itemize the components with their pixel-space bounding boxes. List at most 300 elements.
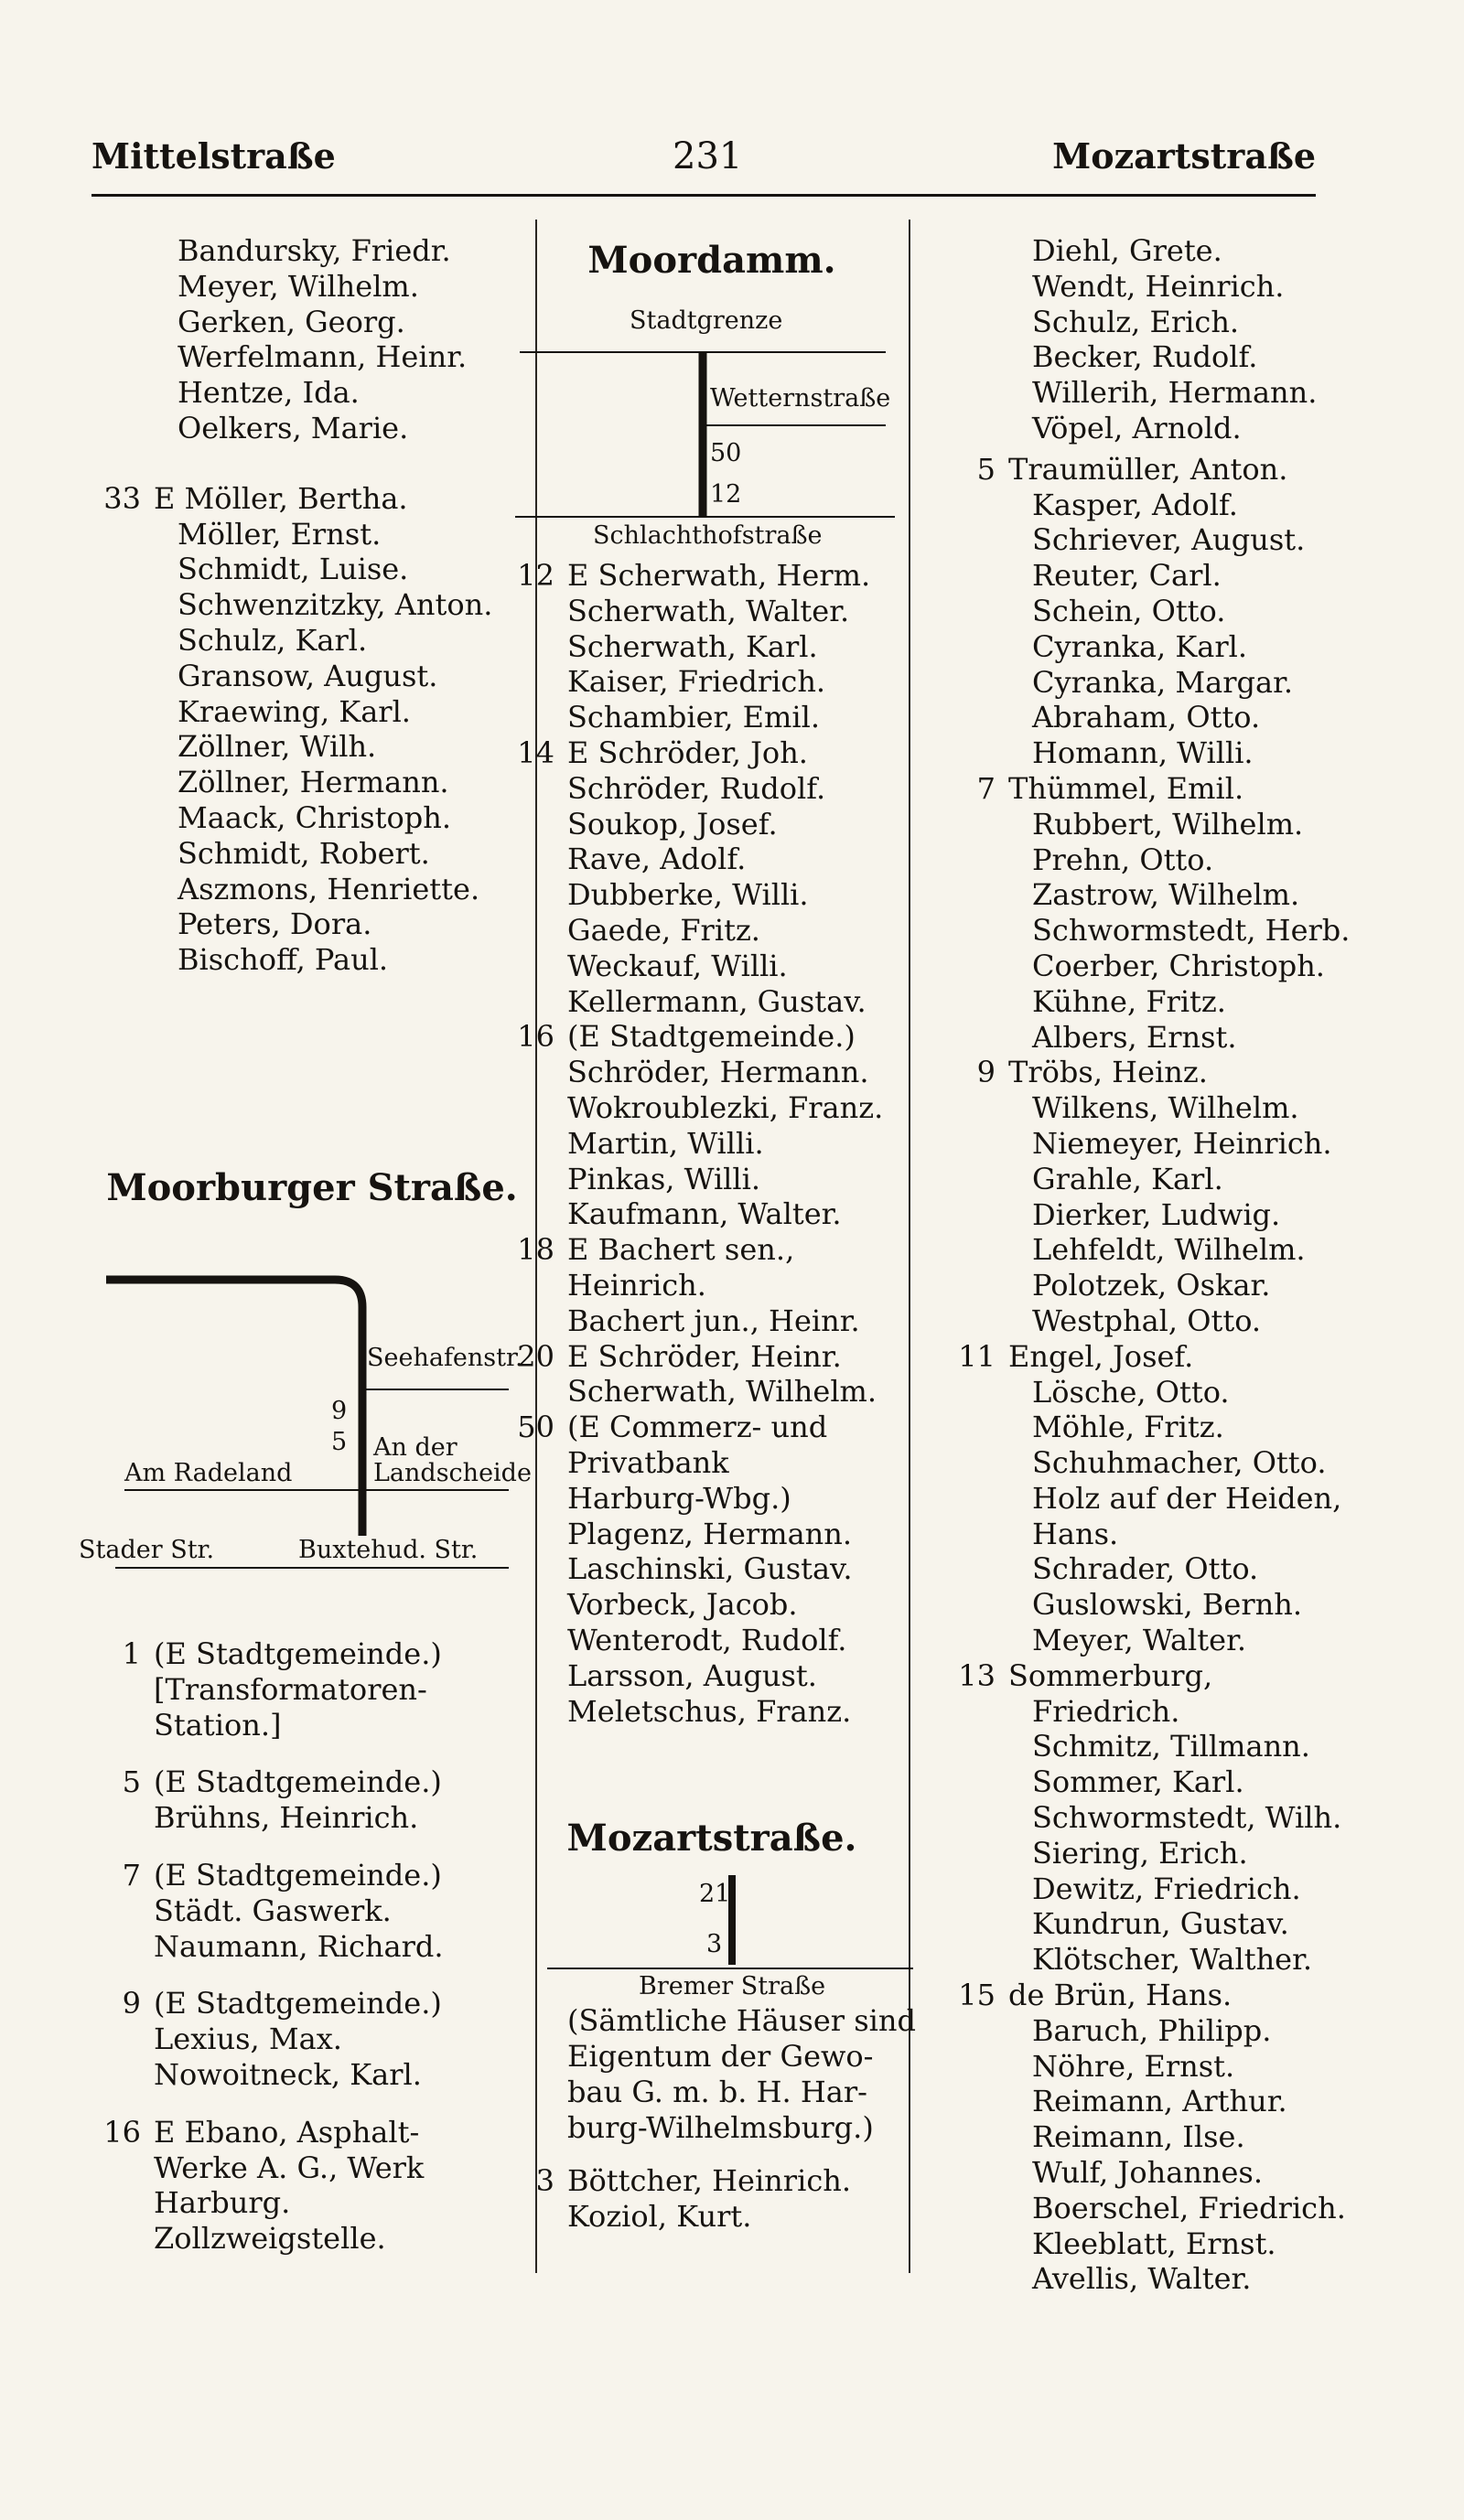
- entry-line: [88, 1858, 536, 1893]
- house-number: [501, 2039, 567, 2075]
- resident-entry: Bischoff, Paul.: [178, 942, 389, 978]
- entry-line: [501, 1268, 922, 1303]
- diagram-label: Seehafenstr.: [367, 1343, 523, 1372]
- resident-entry: Werke A. G., Werk: [154, 2150, 425, 2185]
- house-number: [942, 2084, 1008, 2119]
- house-number: [942, 949, 1008, 984]
- entry-line: [501, 558, 922, 594]
- entry-line: [88, 2057, 536, 2093]
- entry-line: [88, 1708, 536, 1743]
- resident-entry: Scherwath, Wilhelm.: [567, 1374, 877, 1410]
- resident-entry: Meyer, Wilhelm.: [178, 268, 419, 304]
- entry-line: [501, 1303, 922, 1339]
- entry-line: [501, 2199, 922, 2235]
- house-number: [501, 2199, 567, 2235]
- house-list: [501, 558, 922, 1729]
- house-number: [942, 1162, 1008, 1197]
- house-list: [501, 2163, 922, 2235]
- house-number: [942, 1517, 1008, 1552]
- street-diagram: [501, 288, 922, 549]
- entry-line: [942, 2119, 1372, 2155]
- resident-entry: Boerschel, Friedrich.: [1032, 2190, 1346, 2225]
- resident-entry: Gaede, Fritz.: [567, 912, 760, 948]
- resident-entry: Kellermann, Gustav.: [567, 983, 867, 1019]
- resident-entry: Privatbank: [567, 1444, 729, 1480]
- diagram-house-number: 12: [710, 480, 742, 509]
- house-number: 7: [122, 1857, 141, 1893]
- entry-line: [88, 694, 536, 730]
- house-number: [501, 594, 567, 629]
- resident-entry: Schambier, Emil.: [567, 700, 820, 735]
- entry-line: [88, 1672, 536, 1708]
- resident-entry: Reuter, Carl.: [1032, 558, 1222, 594]
- house-number: 50: [517, 1410, 554, 1445]
- entry-line: [501, 1658, 922, 1694]
- entry-line: [942, 1197, 1372, 1233]
- house-number: [942, 2013, 1008, 2049]
- house-number: [942, 1268, 1008, 1303]
- resident-entry: Bandursky, Friedr.: [178, 233, 451, 268]
- house-number: [501, 1551, 567, 1587]
- diagram-label: Stadtgrenze: [630, 306, 783, 335]
- resident-entry: Cyranka, Karl.: [1032, 628, 1248, 664]
- entry-line: [88, 942, 536, 978]
- resident-entry: Schulz, Erich.: [1032, 304, 1240, 339]
- house-number: [942, 1906, 1008, 1942]
- house-number: [501, 984, 567, 1020]
- resident-entry: burg-Wilhelmsburg.): [567, 2109, 874, 2145]
- house-number: [942, 1623, 1008, 1658]
- entry-line: [88, 552, 536, 587]
- resident-entry: Westphal, Otto.: [1032, 1303, 1262, 1338]
- resident-entry: Kleeblatt, Ernst.: [1032, 2225, 1276, 2261]
- house-number: [88, 1893, 154, 1929]
- entry-line: [942, 2155, 1372, 2191]
- house-number: [501, 1303, 567, 1339]
- entry-line: [942, 1303, 1372, 1339]
- resident-entry: Larsson, August.: [567, 1657, 817, 1693]
- entry-line: [942, 1126, 1372, 1162]
- entry-line: [501, 1623, 922, 1658]
- entry-line: [501, 1694, 922, 1730]
- house-number: [942, 1871, 1008, 1907]
- house-number: [501, 1090, 567, 1126]
- entry-line: [88, 411, 536, 446]
- entry-line: [942, 1445, 1372, 1481]
- resident-entry: Schulz, Karl.: [178, 622, 368, 658]
- diagram-house-number: 9: [331, 1396, 348, 1425]
- house-number: [501, 2110, 567, 2146]
- column-1: [79, 233, 536, 2279]
- house-number: [942, 2119, 1008, 2155]
- resident-entry: (Sämtliche Häuser sind: [567, 2003, 916, 2039]
- entry-line: [942, 700, 1372, 735]
- resident-entry: Willerih, Hermann.: [1032, 375, 1318, 411]
- resident-entry: Abraham, Otto.: [1032, 700, 1261, 735]
- entry-line: [942, 629, 1372, 665]
- ownership-note: [501, 2003, 922, 2145]
- house-number: [942, 1551, 1008, 1587]
- house-number: [501, 1374, 567, 1410]
- house-number: [942, 1232, 1008, 1268]
- entry-line: [88, 305, 536, 340]
- resident-entry: Engel, Josef.: [1008, 1338, 1194, 1374]
- resident-entry: Kaiser, Friedrich.: [567, 664, 826, 700]
- house-number: [88, 233, 154, 269]
- entry-line: [501, 949, 922, 984]
- column-2: [501, 233, 922, 2235]
- entry-line: [501, 594, 922, 629]
- house-number: [942, 807, 1008, 842]
- entry-line: [942, 2226, 1372, 2262]
- diagram-label: An der: [373, 1432, 458, 1462]
- entry-line: [88, 2021, 536, 2057]
- house-number: 16: [517, 1019, 554, 1055]
- resident-entry: (E Commerz- und: [567, 1410, 828, 1445]
- resident-entry: Koziol, Kurt.: [567, 2199, 752, 2235]
- entry-line: [88, 765, 536, 800]
- resident-entry: Gransow, August.: [178, 658, 438, 693]
- house-number: 9: [976, 1055, 996, 1090]
- resident-entry: Kraewing, Karl.: [178, 693, 411, 729]
- entry-line: [501, 700, 922, 735]
- entry-line: [942, 1517, 1372, 1552]
- house-number: [942, 339, 1008, 375]
- resident-entry: Lehfeldt, Wilhelm.: [1032, 1232, 1306, 1268]
- entry-line: [88, 2221, 536, 2257]
- entry-line: [942, 522, 1372, 558]
- resident-entry: Polotzek, Oskar.: [1032, 1268, 1271, 1303]
- entry-line: [942, 1162, 1372, 1197]
- entry-line: [942, 735, 1372, 771]
- entry-line: [88, 233, 536, 269]
- resident-entry: Friedrich.: [1032, 1693, 1180, 1729]
- entry-line: [501, 2039, 922, 2075]
- resident-entry: Pinkas, Willi.: [567, 1161, 761, 1196]
- entry-line: [501, 984, 922, 1020]
- resident-entry: Böttcher, Heinrich.: [567, 2163, 852, 2199]
- house-number: 1: [122, 1635, 141, 1671]
- resident-entry: (E Stadtgemeinde.): [567, 1019, 856, 1055]
- house-number: [942, 735, 1008, 771]
- resident-entry: Guslowski, Bernh.: [1032, 1587, 1303, 1623]
- resident-entry: Dewitz, Friedrich.: [1032, 1871, 1301, 1906]
- continued-entries: [88, 233, 536, 446]
- house-number: [501, 913, 567, 949]
- entry-line: [501, 1374, 922, 1410]
- entry-line: [501, 629, 922, 665]
- house-number: [88, 552, 154, 587]
- entry-line: [501, 807, 922, 842]
- entry-line: [88, 729, 536, 765]
- house-number: [88, 587, 154, 623]
- entry-line: [88, 1764, 536, 1800]
- resident-entry: Scherwath, Walter.: [567, 593, 850, 628]
- street-heading: Mozartstraße.: [566, 1817, 857, 1861]
- house-number: 15: [958, 1978, 996, 2013]
- resident-entry: Martin, Willi.: [567, 1125, 764, 1161]
- resident-entry: Sommerburg,: [1008, 1657, 1213, 1693]
- entry-line: [501, 2110, 922, 2146]
- entry-line: [942, 877, 1372, 913]
- resident-entry: Heinrich.: [567, 1267, 706, 1303]
- entry-line: [942, 452, 1372, 488]
- resident-entry: Hentze, Ida.: [178, 375, 360, 411]
- entry-line: [88, 659, 536, 694]
- resident-entry: Schröder, Hermann.: [567, 1055, 869, 1090]
- entry-line: [942, 594, 1372, 629]
- resident-entry: Grahle, Karl.: [1032, 1161, 1223, 1196]
- resident-entry: Plagenz, Hermann.: [567, 1516, 853, 1551]
- diagram-house-number: 3: [706, 1930, 723, 1959]
- entry-line: [88, 517, 536, 552]
- entry-line: [88, 1800, 536, 1836]
- resident-entry: Tröbs, Heinz.: [1008, 1055, 1208, 1090]
- resident-entry: Albers, Ernst.: [1032, 1019, 1237, 1055]
- diagram-label: Buxtehud. Str.: [298, 1535, 479, 1564]
- resident-entry: E Bachert sen.,: [567, 1232, 795, 1268]
- entry-line: [501, 1445, 922, 1481]
- entry-line: [501, 1019, 922, 1055]
- house-number: 13: [958, 1657, 996, 1693]
- entry-line: [88, 375, 536, 411]
- entry-line: [942, 375, 1372, 411]
- resident-entry: Harburg-Wbg.): [567, 1480, 791, 1516]
- house-number: [942, 375, 1008, 411]
- entry-line: [942, 1871, 1372, 1907]
- resident-entry: Brühns, Heinrich.: [154, 1800, 419, 1836]
- resident-entry: Schmidt, Robert.: [178, 835, 430, 871]
- house-number: [501, 1162, 567, 1197]
- resident-entry: Möller, Ernst.: [178, 516, 382, 552]
- resident-entry: Niemeyer, Heinrich.: [1032, 1125, 1332, 1161]
- entry-line: [942, 1587, 1372, 1623]
- entry-line: [88, 836, 536, 872]
- house-list: [942, 446, 1372, 2297]
- house-number: [501, 700, 567, 735]
- house-number: [942, 558, 1008, 594]
- house-number: [942, 877, 1008, 913]
- house-number: [88, 836, 154, 872]
- entry-line: [501, 2163, 922, 2199]
- resident-entry: Werfelmann, Heinr.: [178, 339, 468, 375]
- house-number: [942, 1587, 1008, 1623]
- entry-line: [88, 587, 536, 623]
- entry-line: [942, 488, 1372, 523]
- resident-entry: Baruch, Philipp.: [1032, 2012, 1272, 2048]
- resident-entry: Vorbeck, Jacob.: [567, 1587, 798, 1623]
- resident-entry: Thümmel, Emil.: [1008, 770, 1244, 806]
- house-number: [942, 1375, 1008, 1410]
- house-number: [501, 2003, 567, 2039]
- house-number: 18: [517, 1232, 554, 1268]
- entry-line: [942, 269, 1372, 305]
- house-number: [942, 1126, 1008, 1162]
- entry-line: [942, 1375, 1372, 1410]
- house-number: [88, 1800, 154, 1836]
- entry-line: [501, 1410, 922, 1445]
- house-number: [88, 2021, 154, 2057]
- resident-entry: Rave, Adolf.: [567, 842, 747, 877]
- street-diagram: [501, 1866, 922, 2003]
- house-number: [88, 411, 154, 446]
- house-block: [88, 481, 536, 978]
- house-number: [942, 984, 1008, 1020]
- house-number: [942, 665, 1008, 701]
- entry-line: [501, 664, 922, 700]
- house-number: [88, 2150, 154, 2186]
- house-number: [942, 594, 1008, 629]
- resident-entry: Avellis, Walter.: [1032, 2261, 1252, 2297]
- diagram-label: Schlachthofstraße: [593, 521, 823, 550]
- resident-entry: Klötscher, Walther.: [1032, 1942, 1313, 1978]
- resident-entry: Station.]: [154, 1707, 282, 1743]
- resident-entry: Zastrow, Wilhelm.: [1032, 877, 1300, 913]
- resident-entry: Schwenzitzky, Anton.: [178, 587, 493, 623]
- entry-line: [942, 1551, 1372, 1587]
- house-number: 16: [103, 2114, 141, 2150]
- house-number: [501, 1055, 567, 1090]
- continued-entries: [942, 233, 1372, 446]
- entry-line: [88, 2150, 536, 2186]
- resident-entry: Kasper, Adolf.: [1032, 487, 1238, 522]
- house-number: [88, 2057, 154, 2093]
- resident-entry: E Schröder, Heinr.: [567, 1338, 842, 1374]
- resident-entry: Sommer, Karl.: [1032, 1764, 1244, 1800]
- resident-entry: Schröder, Rudolf.: [567, 770, 826, 806]
- entry-line: [88, 623, 536, 659]
- house-number: [88, 872, 154, 907]
- entry-line: [942, 949, 1372, 984]
- house-number: [501, 1481, 567, 1517]
- resident-entry: Hans.: [1032, 1516, 1119, 1551]
- resident-entry: Wendt, Heinrich.: [1032, 268, 1285, 304]
- house-number: [942, 1729, 1008, 1764]
- resident-entry: E Scherwath, Herm.: [567, 558, 871, 593]
- entry-line: [942, 305, 1372, 340]
- house-number: 9: [122, 1986, 141, 2021]
- resident-entry: Nowoitneck, Karl.: [154, 2056, 422, 2092]
- entry-line: [88, 1929, 536, 1965]
- resident-entry: Vöpel, Arnold.: [1032, 410, 1242, 445]
- entry-line: [88, 1986, 536, 2021]
- house-number: [942, 2191, 1008, 2226]
- entry-line: [501, 1090, 922, 1126]
- resident-entry: Reimann, Arthur.: [1032, 2084, 1287, 2119]
- resident-entry: Rubbert, Wilhelm.: [1032, 806, 1304, 842]
- house-number: [501, 1623, 567, 1658]
- house-number: [942, 2226, 1008, 2262]
- house-number: [942, 913, 1008, 949]
- resident-entry: Kundrun, Gustav.: [1032, 1906, 1289, 1942]
- house-number: [942, 2155, 1008, 2191]
- house-number: [88, 1929, 154, 1965]
- entry-line: [501, 1055, 922, 1090]
- resident-entry: E Ebano, Asphalt-: [154, 2114, 420, 2150]
- house-number: [942, 1303, 1008, 1339]
- house-number: [501, 807, 567, 842]
- entry-line: [501, 1517, 922, 1552]
- entry-line: [501, 1162, 922, 1197]
- entry-line: [501, 1551, 922, 1587]
- entry-line: [88, 339, 536, 375]
- house-number: [942, 1764, 1008, 1800]
- resident-entry: Weckauf, Willi.: [567, 948, 788, 983]
- entry-line: [942, 984, 1372, 1020]
- house-number: [942, 1800, 1008, 1836]
- entry-line: [88, 2115, 536, 2150]
- resident-entry: Oelkers, Marie.: [178, 410, 409, 445]
- resident-entry: Zollzweigstelle.: [154, 2221, 386, 2257]
- entry-line: [942, 2049, 1372, 2085]
- house-number: [942, 1481, 1008, 1517]
- entry-line: [88, 872, 536, 907]
- house-number: [88, 339, 154, 375]
- house-number: [942, 842, 1008, 878]
- entry-line: [942, 1339, 1372, 1375]
- resident-entry: Meletschus, Franz.: [567, 1693, 852, 1729]
- resident-entry: Kühne, Fritz.: [1032, 983, 1226, 1019]
- column-3: [942, 233, 1372, 2297]
- street-heading: Moorburger Straße.: [106, 1165, 518, 1209]
- house-number: [942, 411, 1008, 446]
- entry-line: [942, 1410, 1372, 1445]
- resident-entry: Aszmons, Henriette.: [178, 871, 480, 906]
- resident-entry: Wilkens, Wilhelm.: [1032, 1090, 1299, 1126]
- resident-entry: Lexius, Max.: [154, 2021, 342, 2057]
- resident-entry: Laschinski, Gustav.: [567, 1551, 853, 1587]
- entry-line: [501, 735, 922, 771]
- resident-entry: Möhle, Fritz.: [1032, 1410, 1224, 1445]
- resident-entry: Schein, Otto.: [1032, 593, 1226, 628]
- house-number: [88, 694, 154, 730]
- entry-line: [942, 411, 1372, 446]
- house-number: [942, 269, 1008, 305]
- resident-entry: de Brün, Hans.: [1008, 1978, 1233, 2013]
- house-number: [942, 1197, 1008, 1233]
- diagram-house-number: 5: [331, 1427, 348, 1456]
- street-diagram-lines: [88, 1216, 518, 1582]
- resident-entry: Traumüller, Anton.: [1008, 451, 1288, 487]
- house-number: [88, 2185, 154, 2221]
- entry-line: [88, 1893, 536, 1929]
- resident-entry: Wulf, Johannes.: [1032, 2155, 1264, 2191]
- resident-entry: Schuhmacher, Otto.: [1032, 1445, 1327, 1481]
- resident-entry: Nöhre, Ernst.: [1032, 2048, 1235, 2084]
- house-number: 5: [122, 1764, 141, 1800]
- house-number: [501, 664, 567, 700]
- house-number: [88, 517, 154, 552]
- entry-line: [942, 807, 1372, 842]
- resident-entry: Siering, Erich.: [1032, 1835, 1248, 1871]
- resident-entry: (E Stadtgemeinde.): [154, 1857, 442, 1893]
- entry-line: [942, 1694, 1372, 1730]
- entry-line: [501, 913, 922, 949]
- entry-line: [942, 1090, 1372, 1126]
- resident-entry: Diehl, Grete.: [1032, 233, 1222, 268]
- resident-entry: Harburg.: [154, 2185, 291, 2221]
- house-number: [501, 1694, 567, 1730]
- resident-entry: Dierker, Ludwig.: [1032, 1196, 1281, 1232]
- house-number: [88, 305, 154, 340]
- house-number: 14: [517, 735, 554, 770]
- house-number: [88, 729, 154, 765]
- entry-line: [88, 2185, 536, 2221]
- entry-line: [942, 913, 1372, 949]
- resident-entry: Schwormstedt, Wilh.: [1032, 1800, 1342, 1836]
- resident-entry: E Schröder, Joh.: [567, 735, 808, 770]
- house-number: [88, 1672, 154, 1708]
